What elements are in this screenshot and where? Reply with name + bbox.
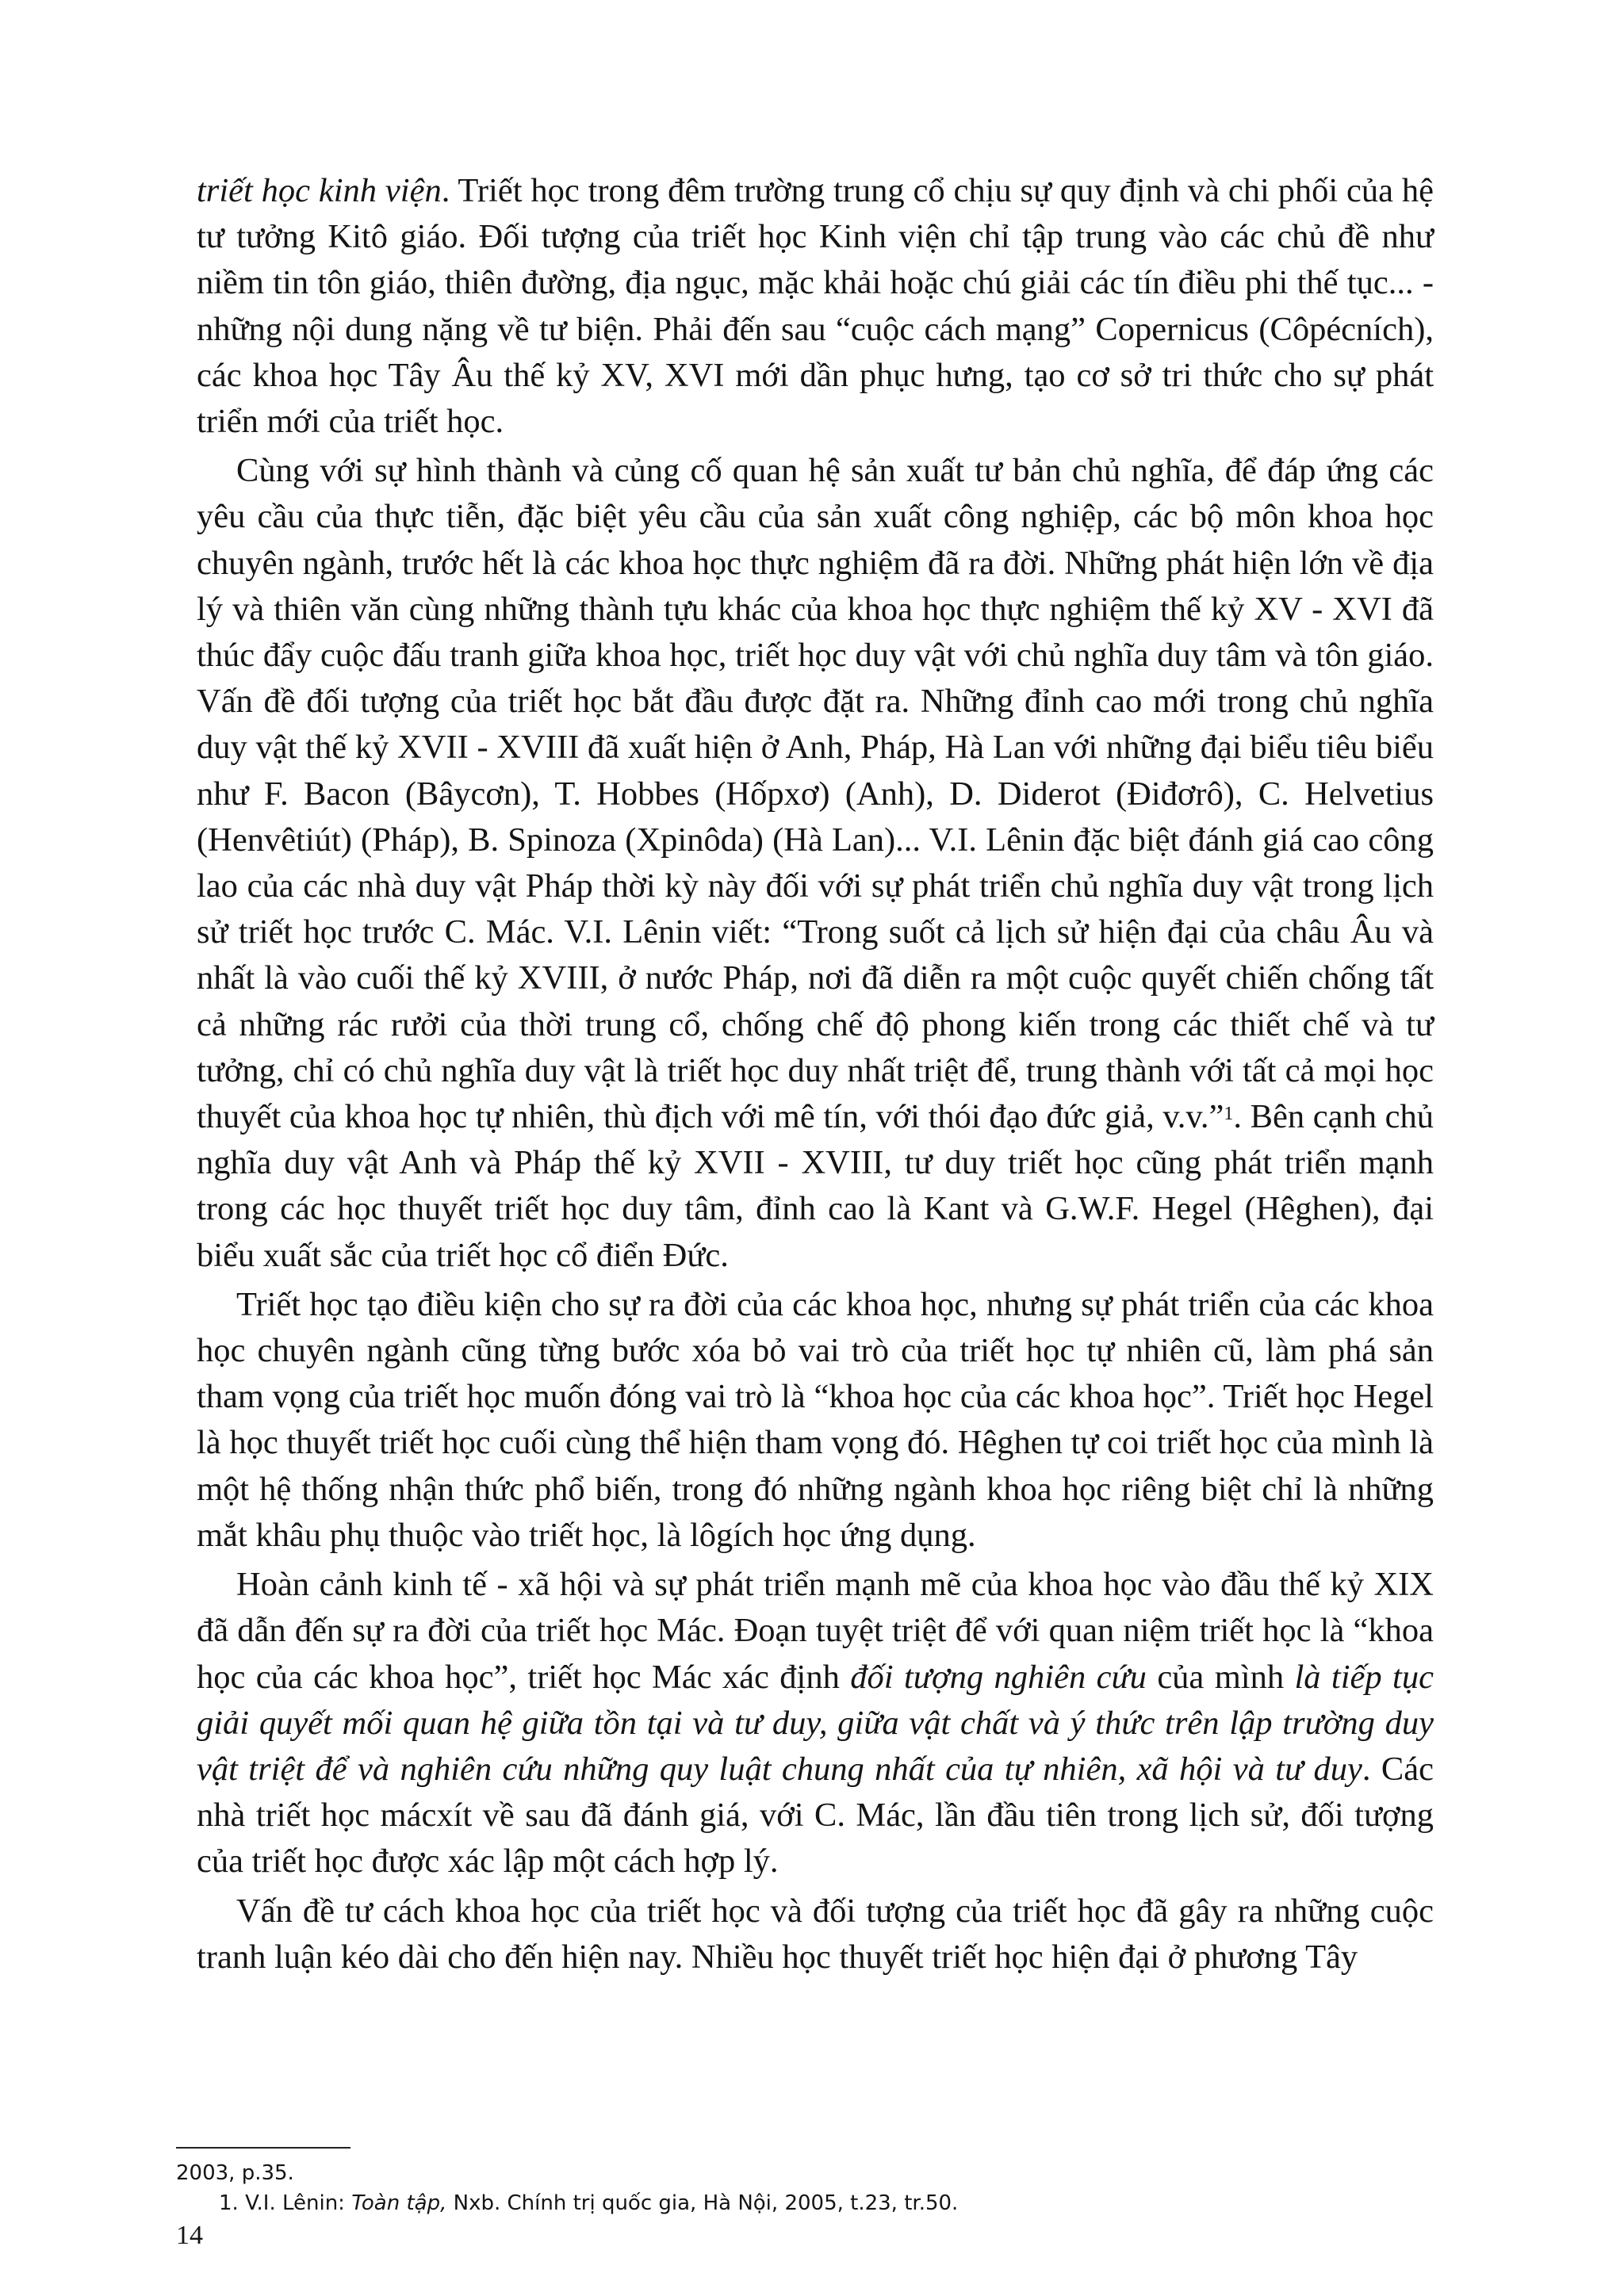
footnotes: [176, 2158, 1445, 2218]
paragraph: [197, 1888, 1434, 1980]
body-text: [197, 168, 1434, 1980]
footnote-1-prefix: 1. V.I. Lênin:: [219, 2191, 352, 2215]
text-run: Cùng với sự hình thành và củng cố quan hệ sản xuất tư bản chủ nghĩa, để đáp ứng các yêu cầu của thực tiễn, đặc biệt yêu cầu của sản xuất công nghiệp, các bộ môn khoa học chuyên ngành, trước hết là các khoa học thực nghiệm đã ra đời. Những phát hiện lớn về địa lý và thiên văn cùng những thành tựu khác của khoa học thực nghiệm thế kỷ XV - XVI đã thúc đẩy cuộc đấu tranh giữa khoa học, triết học duy vật với chủ nghĩa duy tâm và tôn giáo. Vấn đề đối tượng của triết học bắt đầu được đặt ra. Những đỉnh cao mới trong chủ nghĩa duy vật thế kỷ XVII - XVIII đã xuất hiện ở Anh, Pháp, Hà Lan với những đại biểu tiêu biểu như F. Bacon (Bâycơn), T. Hobbes (Hốpxơ) (Anh), D. Diderot (Điđơrô), C. Helvetius (Henvêtiút) (Pháp), B. Spinoza (Xpinôda) (Hà Lan)... V.I. Lênin đặc biệt đánh giá cao công lao của các nhà duy vật Pháp thời kỳ này đối với sự phát triển chủ nghĩa duy vật trong lịch sử triết học trước C. Mác. V.I. Lênin viết: “Trong suốt cả lịch sử hiện đại của châu Âu và nhất là vào cuối thế kỷ XVIII, ở nước Pháp, nơi đã diễn ra một cuộc quyết chiến chống tất cả những rác rưởi của thời trung cổ, chống chế độ phong kiến trong các thiết chế và tư tưởng, chỉ có chủ nghĩa duy vật là triết học duy nhất triệt để, trung thành với tất cả mọi học thuyết của khoa học tự nhiên, thù địch với mê tín, với thói đạo đức giả, v.v.”: [197, 452, 1434, 1136]
footnote-marker: 1: [1224, 1104, 1234, 1125]
footnote-1-rest: Nxb. Chính trị quốc gia, Hà Nội, 2005, t.23, tr.50.: [446, 2191, 959, 2215]
text-run: Vấn đề tư cách khoa học của triết học và đối tượng của triết học đã gây ra những cuộc tranh luận kéo dài cho đến hiện nay. Nhiều học thuyết triết học hiện đại ở phương Tây: [197, 1892, 1434, 1976]
text-run: của mình: [1146, 1658, 1295, 1696]
emphasis-text: triết học kinh viện: [197, 172, 442, 209]
text-run: . Bên cạnh chủ nghĩa duy vật Anh và Pháp thế kỷ XVII - XVIII, tư duy triết học cũng phát triển mạnh trong các học thuyết triết học duy tâm, đỉnh cao là Kant và G.W.F. Hegel (Hêghen), đại biểu xuất sắc của triết học cổ điển Đức.: [197, 1098, 1434, 1274]
emphasis-text: là tiếp tục giải quyết mối quan hệ giữa tồn tại và tư duy, giữa vật chất và ý thức trên lập trường duy vật triệt để và nghiên cứu những quy luật chung nhất của tự nhiên, xã hội và tư duy: [197, 1658, 1434, 1788]
paragraph: [197, 1562, 1434, 1885]
text-run: . Các nhà triết học mácxít về sau đã đánh giá, với C. Mác, lần đầu tiên trong lịch sử, đối tượng của triết học được xác lập một cách hợp lý.: [197, 1750, 1434, 1881]
text-run: . Triết học trong đêm trường trung cổ chịu sự quy định và chi phối của hệ tư tưởng Kitô giáo. Đối tượng của triết học Kinh viện chỉ tập trung vào các chủ đề như niềm tin tôn giáo, thiên đường, địa ngục, mặc khải hoặc chú giải các tín điều phi thế tục... - những nội dung nặng về tư biện. Phải đến sau “cuộc cách mạng” Copernicus (Côpécních), các khoa học Tây Âu thế kỷ XV, XVI mới dần phục hưng, tạo cơ sở tri thức cho sự phát triển mới của triết học.: [197, 172, 1434, 441]
footnote-continued: 2003, p.35.: [176, 2161, 294, 2185]
emphasis-text: đối tượng nghiên cứu: [850, 1658, 1147, 1696]
text-run: Triết học tạo điều kiện cho sự ra đời của các khoa học, nhưng sự phát triển của các khoa học chuyên ngành cũng từng bước xóa bỏ vai trò của triết học tự nhiên cũ, làm phá sản tham vọng của triết học muốn đóng vai trò là “khoa học của các khoa học”. Triết học Hegel là học thuyết triết học cuối cùng thể hiện tham vọng đó. Hêghen tự coi triết học của mình là một hệ thống nhận thức phổ biến, trong đó những ngành khoa học riêng biệt chỉ là những mắt khâu phụ thuộc vào triết học, là lôgích học ứng dụng.: [197, 1285, 1434, 1554]
page-number: 14: [176, 2221, 203, 2250]
paragraph: [197, 1282, 1434, 1559]
text-run: Hoàn cảnh kinh tế - xã hội và sự phát triển mạnh mẽ của khoa học vào đầu thế kỷ XIX đã dẫn đến sự ra đời của triết học Mác. Đoạn tuyệt triệt để với quan niệm triết học là “khoa học của các khoa học”, triết học Mác xác định: [197, 1566, 1434, 1696]
paragraph: [197, 448, 1434, 1279]
paragraph: [197, 168, 1434, 445]
footnote-1-title: Toàn tập,: [351, 2191, 447, 2215]
footnote-separator: [176, 2147, 350, 2149]
footnote-1: [176, 2188, 1445, 2218]
